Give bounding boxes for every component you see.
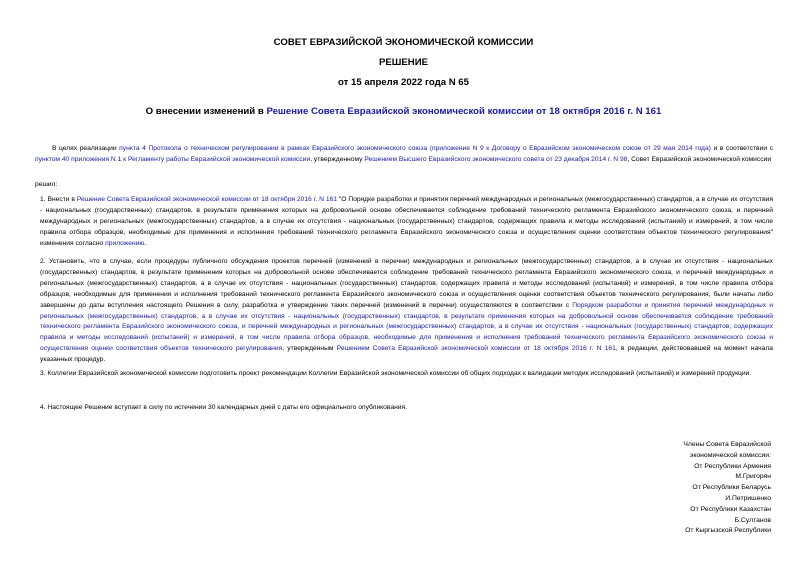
item-2-link-procedure[interactable]: Порядком разработки и принятия перечней международных и региональных (межгосударственных) стандартов, а в случае их отсутствия - национальных (государственных) стандартов, в результате применения которых на добровольной основе обеспечивается соблюдение требований технического регламента Евразийского экономического союза, и перечней международных и региональных (межгосударственных) стандартов, а в случае их отсутствия - национальных (государственных) стандартов, содержащих правила и методы исследований (испытаний) и измерений, в том числе правила отбора образцов, необходимые для применения и исполнения требований технического регламента Евразийского экономического союза и осуществления оценки соответствия объектов технического регулирования	[40, 301, 773, 353]
signature-entry: Б.Султанов	[734, 516, 771, 524]
preamble-link-protocol[interactable]: пункта 4 Протокола о техническом регулировании в рамках Евразийского экономического союза (приложение N 9 к Договору о Евразийском экономическом союзе от 29 мая 2014 года)	[119, 145, 711, 152]
preamble-link-reglament[interactable]: пунктом 40 приложения N 1 к Регламенту работы Евразийской экономической комиссии	[35, 155, 311, 163]
signature-entry: От Республики Казахстан	[690, 505, 771, 513]
preamble-text-3: , утвержденному	[310, 155, 365, 163]
item-2-paragraph	[40, 257, 773, 366]
item-1-text-1: 1. Внести в	[40, 196, 77, 203]
signature-heading-2: экономической комиссии:	[689, 451, 771, 459]
item-2-text-3: , в редакции, действовавшей на момент начала указанных процедур.	[40, 345, 773, 364]
signature-entry: От Республики Беларусь	[692, 484, 771, 492]
item-1-text-2: "О Порядке разработки и принятия перечней международных и региональных (межгосударственных) стандартов, а в случае их отсутствия - национальных (государственных) стандартов, в результате применения которых на добровольной основе обеспечивается соблюдение требований технического регламента Евразийского экономического союза, и перечней международных и региональных (межгосударственных) стандартов, а в случае их отсутствия - национальных (государственных) стандартов, содержащих правила и методы исследований (испытаний) и измерений, в том числе правила отбора образцов, необходимые для применения и исполнения требований технического регламента Евразийского экономического союза и осуществления оценки соответствия объектов технического регулирования" изменения согласно	[40, 196, 773, 247]
item-1-text-3: .	[144, 239, 147, 247]
item-3-paragraph: 3. Коллегии Евразийской экономической комиссии подготовить проект рекомендации Коллегии Евразийской экономической комиссии об общих подходах к валидации методик исследований (испытаний) и измерений продукции.	[40, 370, 752, 377]
signature-heading-1: Члены Совета Евразийской	[683, 441, 771, 448]
document-date-number: от 15 апреля 2022 года N 65	[338, 77, 469, 88]
signature-entry: М.Григорян	[735, 473, 771, 481]
preamble-link-decision-98[interactable]: Решением Высшего Евразийского экономического совета от 23 декабря 2014 г. N 98	[364, 155, 628, 163]
resolved-label: решил:	[35, 181, 58, 188]
item-1-link-appendix[interactable]: приложению	[105, 239, 145, 247]
subject-prefix: О внесении изменений в	[145, 106, 267, 117]
item-2-link-decision-161[interactable]: Решением Совета Евразийской экономической комиссии от 18 октября 2016 г. N 161	[336, 345, 616, 353]
preamble-text-1: В целях реализации	[52, 145, 120, 152]
preamble-text-4: , Совет Евразийской экономической комиссии	[627, 155, 772, 163]
signature-entry: От Республики Армения	[694, 462, 771, 470]
signature-block	[571, 440, 771, 537]
signature-entry: От Кыргызской Республики	[685, 527, 771, 535]
item-2-text-2: , утвержденным	[282, 345, 337, 353]
document-subject	[0, 106, 807, 117]
item-4-paragraph: 4. Настоящее Решение вступает в силу по истечении 30 календарных дней с даты его официального опубликования.	[40, 404, 408, 411]
preamble-paragraph	[35, 144, 773, 166]
item-1-paragraph	[40, 195, 773, 250]
item-2-text-1: 2. Установить, что в случае, если процедуры публичного обсуждения проектов перечней (изменений в перечни) международных и региональных (межгосударственных) стандартов, а в случае их отсутствия - национальных (государственных) стандартов, в результате применения которых на добровольной основе обеспечивается соблюдение требований технического регламента Евразийского экономического союза, и перечней международных и региональных (межгосударственных) стандартов, а в случае их отсутствия - национальных (государственных) стандартов, содержащих правила и методы исследований (испытаний) и измерений, в том числе правила отбора образцов, необходимые для применения и исполнения требований технического регламента Евразийского экономического союза и осуществления оценки соответствия объектов технического регулирования, были начаты либо завершены до даты вступления настоящего Решения в силу, разработка и утверждение таких перечней (изменений в перечни) осуществляются в соответствии с	[40, 258, 773, 309]
subject-link[interactable]: Решение Совета Евразийской экономической комиссии от 18 октября 2016 г. N 161	[266, 106, 662, 117]
preamble-text-2: и в соответствии с	[710, 145, 773, 152]
organization-title: СОВЕТ ЕВРАЗИЙСКОЙ ЭКОНОМИЧЕСКОЙ КОМИССИИ	[273, 37, 534, 48]
item-1-link-decision-161[interactable]: Решение Совета Евразийской экономической комиссии от 18 октября 2016 г. N 161	[76, 196, 337, 203]
document-type: РЕШЕНИЕ	[378, 57, 429, 68]
signature-entry: И.Петришенко	[725, 494, 771, 502]
